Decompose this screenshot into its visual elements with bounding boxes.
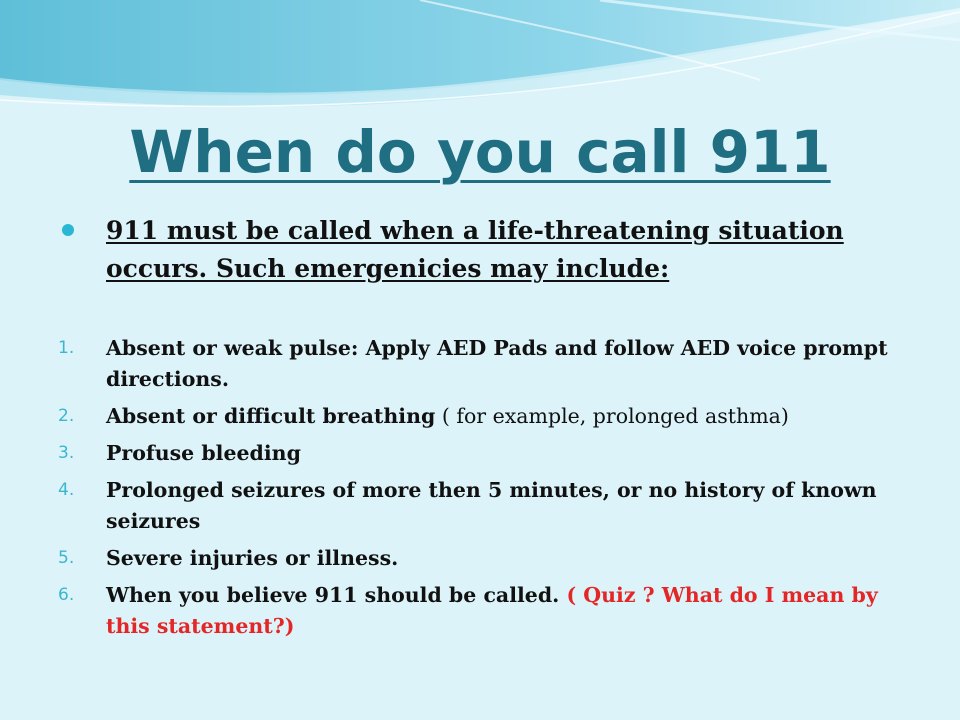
list-number: 4. [58, 480, 75, 500]
list-item [58, 401, 918, 432]
list-number: 3. [58, 443, 75, 463]
list-number: 1. [58, 338, 75, 358]
list-item [58, 333, 918, 395]
item-bold-text: Prolonged seizures of more then 5 minutes, or no history of known seizures [106, 478, 877, 533]
list-number: 6. [58, 585, 75, 605]
list-item [58, 580, 918, 642]
bullet-dot-icon [62, 224, 74, 236]
item-bold-text: Profuse bleeding [106, 441, 301, 465]
list-item [58, 438, 918, 469]
quiz-text: ( Quiz ? What do I mean by this statement? [106, 583, 878, 638]
item-bold-text: Severe injuries or illness. [106, 546, 399, 570]
item-normal-text: ( for example, prolonged asthma) [435, 404, 789, 428]
emergency-list [58, 333, 918, 648]
item-bold-text: When you believe 911 should be called. [106, 583, 567, 607]
list-number: 2. [58, 406, 75, 426]
slide-title: When do you call 911 [129, 118, 831, 186]
list-item [58, 475, 918, 537]
main-bullet-text: 911 must be called when a life-threatening situation occurs. Such emergenicies may include: [106, 216, 844, 283]
list-item [58, 543, 918, 574]
quiz-close-paren: ) [284, 614, 295, 638]
list-number: 5. [58, 548, 75, 568]
header-wave-decoration [0, 0, 960, 120]
item-bold-text: Absent or difficult breathing [106, 404, 436, 428]
item-bold-text: Absent or weak pulse: Apply AED Pads and follow AED voice prompt directions. [106, 336, 888, 391]
